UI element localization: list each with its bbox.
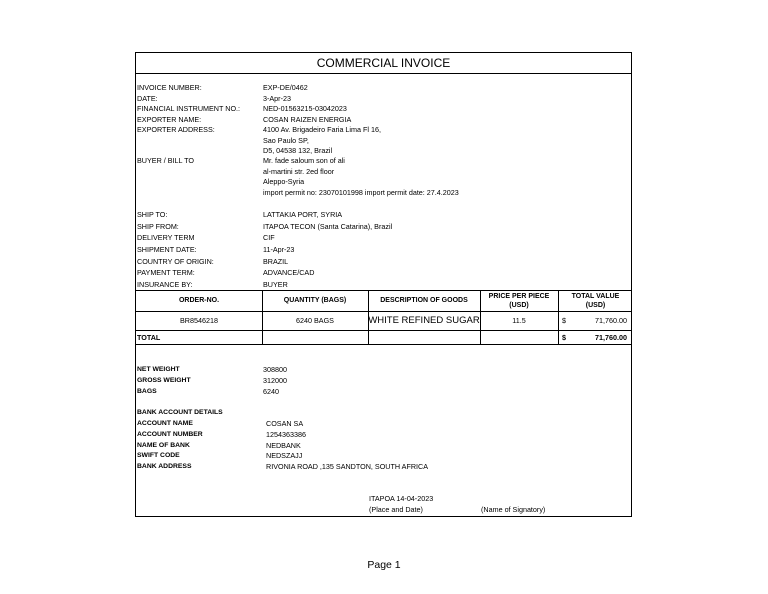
net-weight-value: 308800 (263, 365, 287, 374)
exporter-address-line3: D5, 04538 132, Brazil (263, 146, 333, 155)
ship-from-label: SHIP FROM: (137, 222, 179, 231)
exporter-address-label: EXPORTER ADDRESS: (137, 125, 215, 134)
table-bottom-line (136, 344, 631, 345)
country-of-origin-label: COUNTRY OF ORIGIN: (137, 257, 214, 266)
insurance-by-value: BUYER (263, 280, 288, 289)
date-label: DATE: (137, 93, 158, 103)
ship-to-value: LATTAKIA PORT, SYRIA (263, 210, 343, 219)
header-quantity: QUANTITY (BAGS) (283, 297, 347, 304)
bags-label: BAGS (137, 388, 157, 395)
header-description: DESCRIPTION OF GOODS (380, 297, 468, 304)
bank-name-label: NAME OF BANK (137, 442, 190, 449)
invoice-number-label: INVOICE NUMBER: (137, 83, 202, 92)
place-and-date-caption: (Place and Date) (369, 505, 423, 514)
swift-code-label: SWIFT CODE (137, 452, 180, 459)
bank-address-value: RIVONIA ROAD ,135 SANDTON, SOUTH AFRICA (266, 462, 429, 471)
header-order-no: ORDER-NO. (178, 297, 220, 304)
exporter-address-line2: Sao Paulo SP, (263, 135, 309, 145)
invoice-frame (135, 52, 632, 517)
financial-instrument-value: NED-01563215-03042023 (263, 104, 347, 113)
page-number: Page 1 (367, 559, 401, 571)
row-description: WHITE REFINED SUGAR (368, 315, 480, 326)
signatory-caption: (Name of Signatory) (481, 505, 546, 514)
header-price-line2: (USD) (509, 302, 529, 309)
ship-from-value: ITAPOA TECON (Santa Catarina), Brazil (263, 222, 393, 231)
bank-address-label: BANK ADDRESS (137, 463, 192, 470)
country-of-origin-value: BRAZIL (263, 257, 289, 266)
account-number-label: ACCOUNT NUMBER (137, 431, 203, 438)
exporter-name-value: COSAN RAIZEN ENERGIA (263, 114, 352, 124)
place-and-date-value: ITAPOA 14-04-2023 (369, 494, 434, 503)
net-weight-label: NET WEIGHT (137, 366, 180, 373)
account-name-value: COSAN SA (266, 419, 304, 428)
row-quantity: 6240 BAGS (296, 316, 334, 325)
buyer-label: BUYER / BILL TO (137, 156, 194, 165)
gross-weight-value: 312000 (263, 376, 287, 385)
header-total-line2: (USD) (585, 302, 606, 309)
account-number-value: 1254363386 (266, 430, 306, 439)
buyer-line-3: Aleppo-Syria (263, 177, 305, 186)
row-price: 11.5 (512, 316, 526, 325)
buyer-line-4: import permit no: 23070101998 import permit date: 27.4.2023 (263, 187, 459, 197)
financial-instrument-label: FINANCIAL INSTRUMENT NO.: (137, 104, 241, 113)
total-value: 71,760.00 (595, 333, 627, 342)
total-label: TOTAL (137, 333, 161, 342)
buyer-line-2: al-martini str. 2ed floor (263, 166, 335, 176)
exporter-name-label: EXPORTER NAME: (137, 114, 202, 124)
bank-name-value: NEDBANK (266, 441, 301, 450)
bank-heading: BANK ACCOUNT DETAILS (137, 409, 223, 416)
header-total-line1: TOTAL VALUE (571, 293, 620, 300)
total-currency: $ (562, 333, 566, 342)
bags-value: 6240 (263, 387, 279, 396)
row-currency: $ (562, 316, 566, 325)
payment-term-value: ADVANCE/CAD (263, 268, 315, 277)
ship-to-label: SHIP TO: (137, 210, 168, 219)
gross-weight-label: GROSS WEIGHT (137, 377, 191, 384)
delivery-term-value: CIF (263, 233, 275, 242)
delivery-term-label: DELIVERY TERM (137, 233, 195, 242)
table-top-line (136, 290, 631, 291)
row-order-no: BR8546218 (180, 316, 218, 325)
swift-code-value: NEDSZAJJ (266, 451, 303, 460)
table-row-bottom-line (136, 330, 631, 331)
table-header-bottom-line (136, 311, 631, 312)
shipment-date-value: 11-Apr-23 (263, 245, 295, 254)
exporter-address-value: 4100 Av. Brigadeiro Faria Lima Fl 16, (263, 125, 381, 134)
invoice-number-value: EXP-DE/0462 (263, 83, 308, 92)
insurance-by-label: INSURANCE BY: (137, 280, 193, 289)
invoice-title: COMMERCIAL INVOICE (136, 53, 631, 74)
row-total: 71,760.00 (595, 316, 627, 325)
payment-term-label: PAYMENT TERM: (137, 268, 195, 277)
date-value: 3-Apr-23 (263, 93, 291, 103)
buyer-line-1: Mr. fade saloum son of ali (263, 156, 345, 165)
header-price-line1: PRICE PER PIECE (488, 293, 550, 300)
account-name-label: ACCOUNT NAME (137, 420, 193, 427)
shipment-date-label: SHIPMENT DATE: (137, 245, 197, 254)
